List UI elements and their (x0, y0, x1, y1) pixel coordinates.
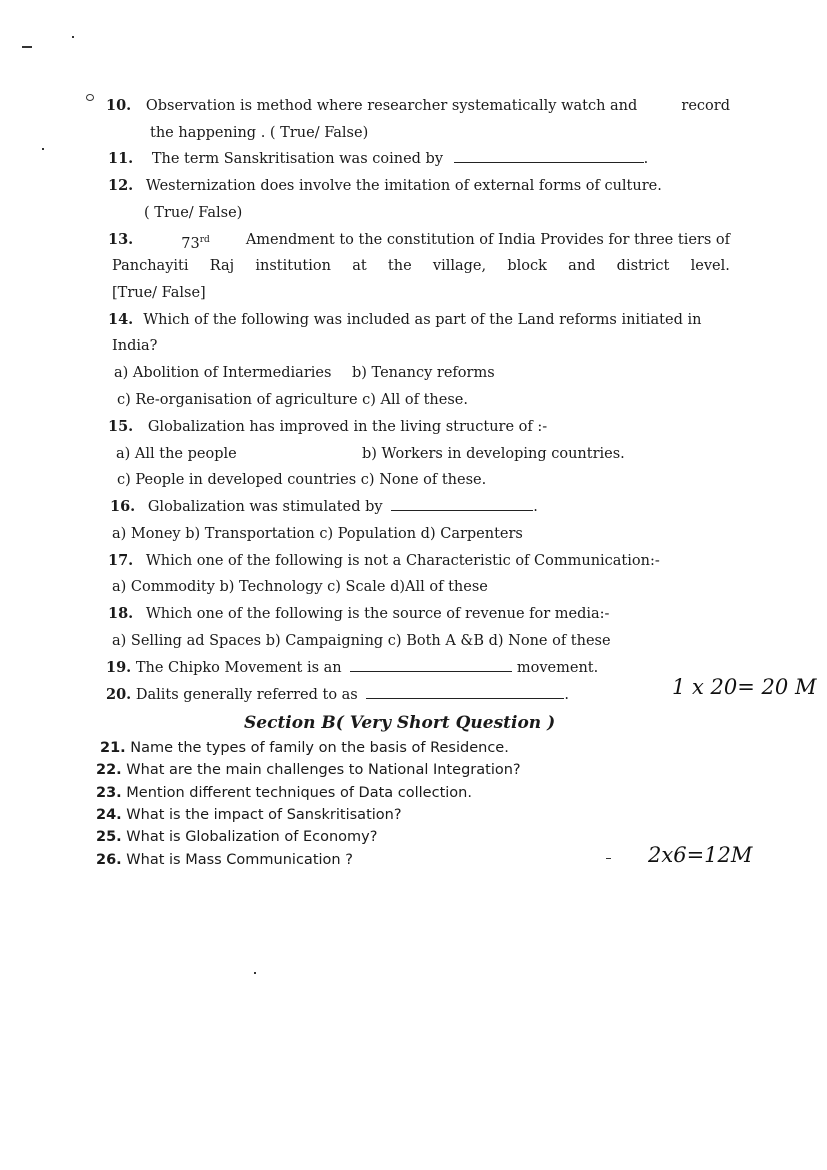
question-12-cont: ( True/ False) (144, 205, 243, 221)
answer-blank (366, 686, 564, 699)
question-number: 24. (96, 807, 122, 823)
question-13-cont (112, 257, 730, 275)
marks-section-a: 1 x 20= 20 M (672, 675, 817, 699)
answer-blank (454, 150, 644, 163)
word: and (568, 258, 596, 274)
question-number: 16. (110, 498, 136, 515)
question-text: Which of the following was included as part of the Land reforms initiated in (143, 312, 702, 328)
question-number: 13. (108, 231, 134, 248)
answer-blank (350, 659, 512, 672)
scan-speck (86, 94, 94, 101)
question-number: 19. (106, 659, 132, 676)
word: at (352, 258, 367, 274)
question-15-options-1 (116, 445, 625, 463)
scan-speck (42, 148, 44, 150)
word: institution (255, 258, 331, 274)
section-b-title: Section B( Very Short Question ) (244, 713, 556, 733)
question-text: The Chipko Movement is an (135, 660, 342, 676)
word: block (507, 258, 547, 274)
question-text: Globalization was stimulated by (147, 499, 383, 515)
scan-speck (72, 36, 74, 38)
question-text: Dalits generally referred to as (135, 687, 358, 703)
question-24 (96, 807, 402, 823)
ordinal-suffix: rd (199, 235, 210, 245)
question-21 (100, 740, 509, 756)
question-number: 14. (108, 311, 134, 328)
word: Panchayiti (112, 258, 189, 274)
question-20: 20. Dalits generally referred to as . (106, 686, 569, 703)
question-25 (96, 829, 377, 845)
question-text: Westernization does involve the imitation of external forms of culture. (145, 178, 662, 194)
question-14-options-2: c) Re-organisation of agriculture c) All of these. (117, 392, 468, 408)
question-text: The term Sanskritisation was coined by (151, 151, 444, 167)
question-number: 17. (108, 552, 134, 569)
question-19 (106, 659, 598, 677)
question-number: 20. (106, 686, 132, 703)
question-number: 11. (108, 150, 134, 167)
question-number: 21. (100, 740, 126, 756)
question-text: Mention different techniques of Data collection. (126, 785, 472, 801)
question-17 (108, 552, 660, 570)
question-10 (106, 97, 730, 115)
question-15 (108, 418, 547, 436)
question-13 (108, 231, 730, 253)
question-number: 15. (108, 418, 134, 435)
question-10-cont: the happening . ( True/ False) (150, 125, 369, 141)
question-26 (96, 852, 353, 868)
question-text-rest: Amendment to the constitution of India Provides for three tiers of (245, 232, 730, 248)
question-text: Name the types of family on the basis of Residence. (130, 740, 509, 756)
question-text-tail: record (681, 98, 730, 114)
question-text: Which one of the following is the source of revenue for media:- (145, 606, 610, 622)
question-number: 10. (106, 97, 132, 114)
word: the (387, 258, 412, 274)
question-text: What is the impact of Sanskritisation? (126, 807, 402, 823)
question-number: 22. (96, 762, 122, 778)
word: district (616, 258, 670, 274)
question-text (181, 231, 730, 253)
question-number: 18. (108, 605, 134, 622)
scan-speck (254, 972, 256, 974)
question-text: Observation is method where researcher systematically watch and (145, 98, 638, 114)
question-text: What is Mass Communication ? (126, 852, 353, 868)
question-23 (96, 785, 472, 801)
question-17-options: a) Commodity b) Technology c) Scale d)All of these (112, 579, 488, 595)
question-14 (108, 311, 730, 329)
word: village, (432, 258, 487, 274)
question-16-options: a) Money b) Transportation c) Population d) Carpenters (112, 526, 523, 542)
question-12 (108, 177, 662, 195)
question-number: 25. (96, 829, 122, 845)
option-b: b) Tenancy reforms (352, 365, 495, 381)
question-18-options: a) Selling ad Spaces b) Campaigning c) Both A &B d) None of these (112, 633, 611, 649)
amendment-number: 73 (181, 235, 200, 252)
question-15-options-2: c) People in developed countries c) None of these. (117, 472, 487, 488)
question-text: Which one of the following is not a Characteristic of Communication:- (145, 553, 660, 569)
question-22 (96, 762, 521, 778)
marks-section-b: 2x6=12M (648, 843, 753, 867)
scan-speck (22, 46, 32, 48)
scan-speck (606, 858, 611, 859)
question-text-after: movement. (516, 660, 599, 676)
question-number: 23. (96, 785, 122, 801)
question-number: 26. (96, 852, 122, 868)
question-14-cont: India? (112, 338, 158, 354)
question-number: 12. (108, 177, 134, 194)
question-text: Globalization has improved in the living structure of :- (147, 419, 548, 435)
question-18 (108, 605, 609, 623)
question-text: What is Globalization of Economy? (126, 829, 378, 845)
question-14-options-1 (114, 364, 495, 382)
question-13-answer: [True/ False] (112, 285, 206, 301)
question-text: What are the main challenges to National Integration? (126, 762, 521, 778)
answer-blank (391, 498, 533, 511)
option-a: a) Abolition of Intermediaries (114, 365, 332, 381)
word: Raj (209, 258, 235, 274)
question-16: 16. Globalization was stimulated by . (110, 498, 538, 515)
option-b: b) Workers in developing countries. (362, 446, 625, 462)
option-a: a) All the people (116, 446, 237, 462)
word: level. (690, 258, 730, 274)
question-11: 11. The term Sanskritisation was coined by . (108, 150, 649, 167)
